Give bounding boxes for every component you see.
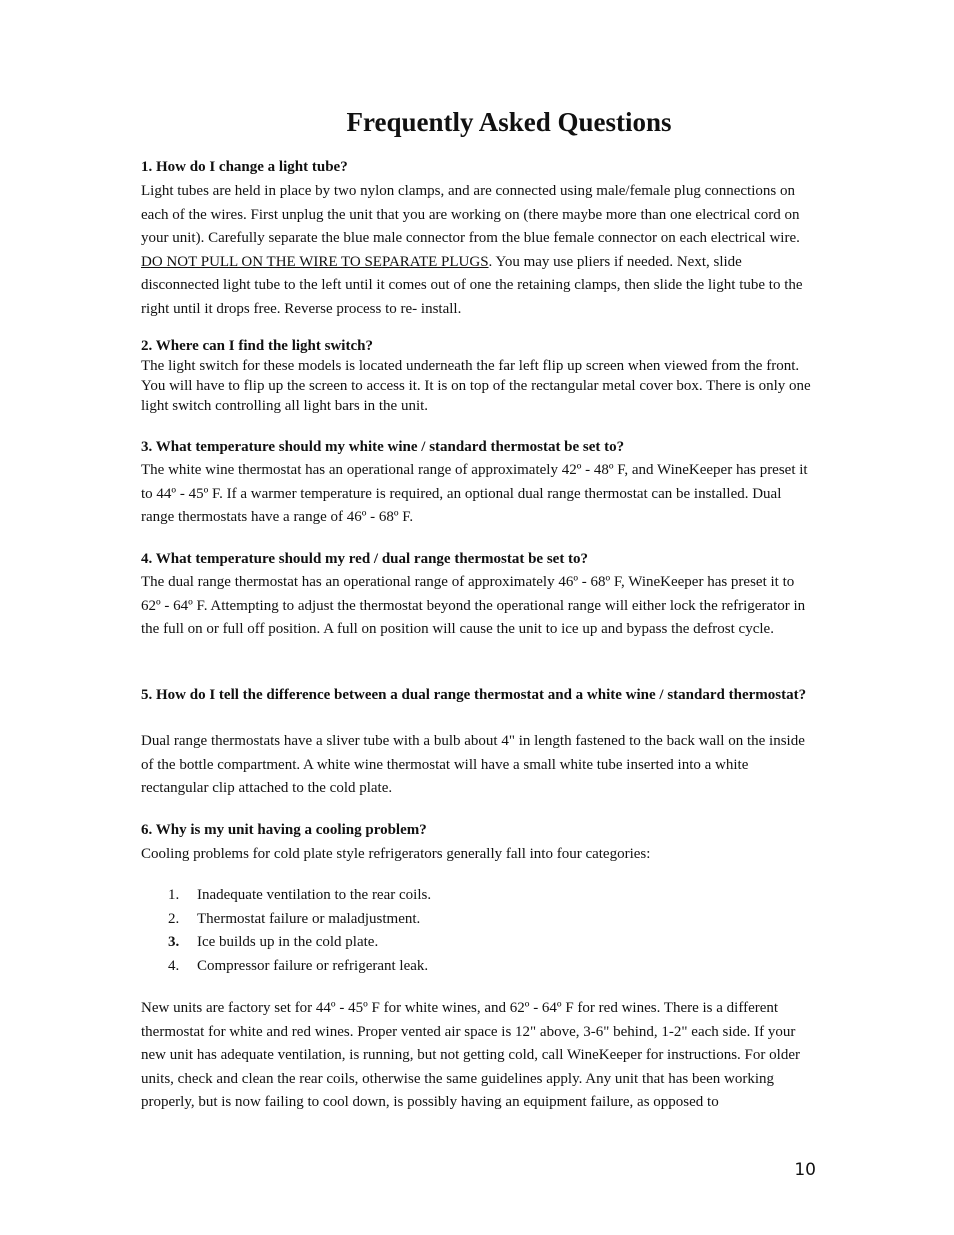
list-item-text: Compressor failure or refrigerant leak.: [197, 957, 429, 974]
list-item: [141, 884, 431, 908]
list-item: [141, 955, 431, 979]
cooling-problem-list: [141, 884, 431, 978]
faq-question-1: 1. How do I change a light tube?: [141, 159, 348, 175]
faq-question-2: 2. Where can I find the light switch?: [141, 338, 373, 354]
list-item: [141, 908, 431, 932]
faq-answer-6: Cooling problems for cold plate style refrigerators generally fall into four categories:: [141, 846, 651, 862]
faq-answer-1-text-before: Light tubes are held in place by two nylon clamps, and are connected using male/female plug connections on each of the wires. First unplug the unit that you are working on (there maybe more than one electrical cord on your unit). Carefully separate the blue male connector from the blue female connector on each electrical wire.: [141, 183, 800, 246]
list-item-text: Thermostat failure or maladjustment.: [197, 910, 421, 927]
list-item-number: 2.: [168, 910, 180, 927]
faq-answer-3: The white wine thermostat has an operational range of approximately 42º - 48º F, and WineKeeper has preset it to 44º - 45º F. If a warmer temperature is required, an optional dual range thermostat can be installed. Dual range thermostats have a range of 46º - 68º F.: [141, 462, 808, 525]
list-item: [141, 931, 431, 955]
list-item-number: 1.: [168, 887, 180, 903]
list-item-number: 4.: [168, 957, 180, 974]
faq-answer-1-text-after: . You may use pliers if needed. Next, slide disconnected light tube to the left until it comes out of one the retaining clamps, then slide the light tube to the right until it drops free. Reverse process to re- install.: [141, 253, 803, 317]
faq-question-4: 4. What temperature should my red / dual range thermostat be set to?: [141, 551, 589, 567]
faq-question-5: 5. How do I tell the difference between a dual range thermostat and a white wine / standard thermostat?: [141, 687, 807, 703]
faq-answer-5: Dual range thermostats have a sliver tube with a bulb about 4" in length fastened to the back wall on the inside of the bottle compartment. A white wine thermostat will have a small white tube inserted into a white rectangular clip attached to the cold plate.: [141, 733, 805, 796]
list-item-text: Ice builds up in the cold plate.: [197, 934, 379, 950]
faq-answer-1-warning: DO NOT PULL ON THE WIRE TO SEPARATE PLUGS: [141, 253, 489, 270]
faq-answer-2: The light switch for these models is located underneath the far left flip up screen when viewed from the front. You will have to flip up the screen to access it. It is on top of the rectangular metal cover box. There is only one light switch controlling all light bars in the unit.: [141, 358, 811, 414]
page-title: Frequently Asked Questions: [346, 107, 672, 137]
faq-answer-1: [141, 180, 817, 321]
list-item-number: 3.: [168, 934, 180, 950]
faq-answer-4: The dual range thermostat has an operational range of approximately 46º - 68º F, WineKeeper has preset it to 62º - 64º F. Attempting to adjust the thermostat beyond the operational range will either lock the refrigerator in the full on or full off position. A full on position will cause the unit to ice up and bypass the defrost cycle.: [141, 574, 806, 637]
faq-question-6: 6. Why is my unit having a cooling problem?: [141, 822, 427, 838]
list-item-text: Inadequate ventilation to the rear coils.: [197, 887, 432, 903]
page-number: 10: [794, 1160, 816, 1180]
closing-paragraph: New units are factory set for 44º - 45º F for white wines, and 62º - 64º F for red wines. There is a different thermostat for white and red wines. Proper vented air space is 12" above, 3-6" behind, 1-2" each side. If your new unit has adequate ventilation, is running, but not getting cold, call WineKeeper for instructions. For older units, check and clean the rear coils, otherwise the same guidelines apply. Any unit that has been working properly, but is now failing to cool down, is possibly having an equipment failure, as opposed to: [141, 1000, 800, 1110]
faq-question-3: 3. What temperature should my white wine / standard thermostat be set to?: [141, 439, 625, 455]
